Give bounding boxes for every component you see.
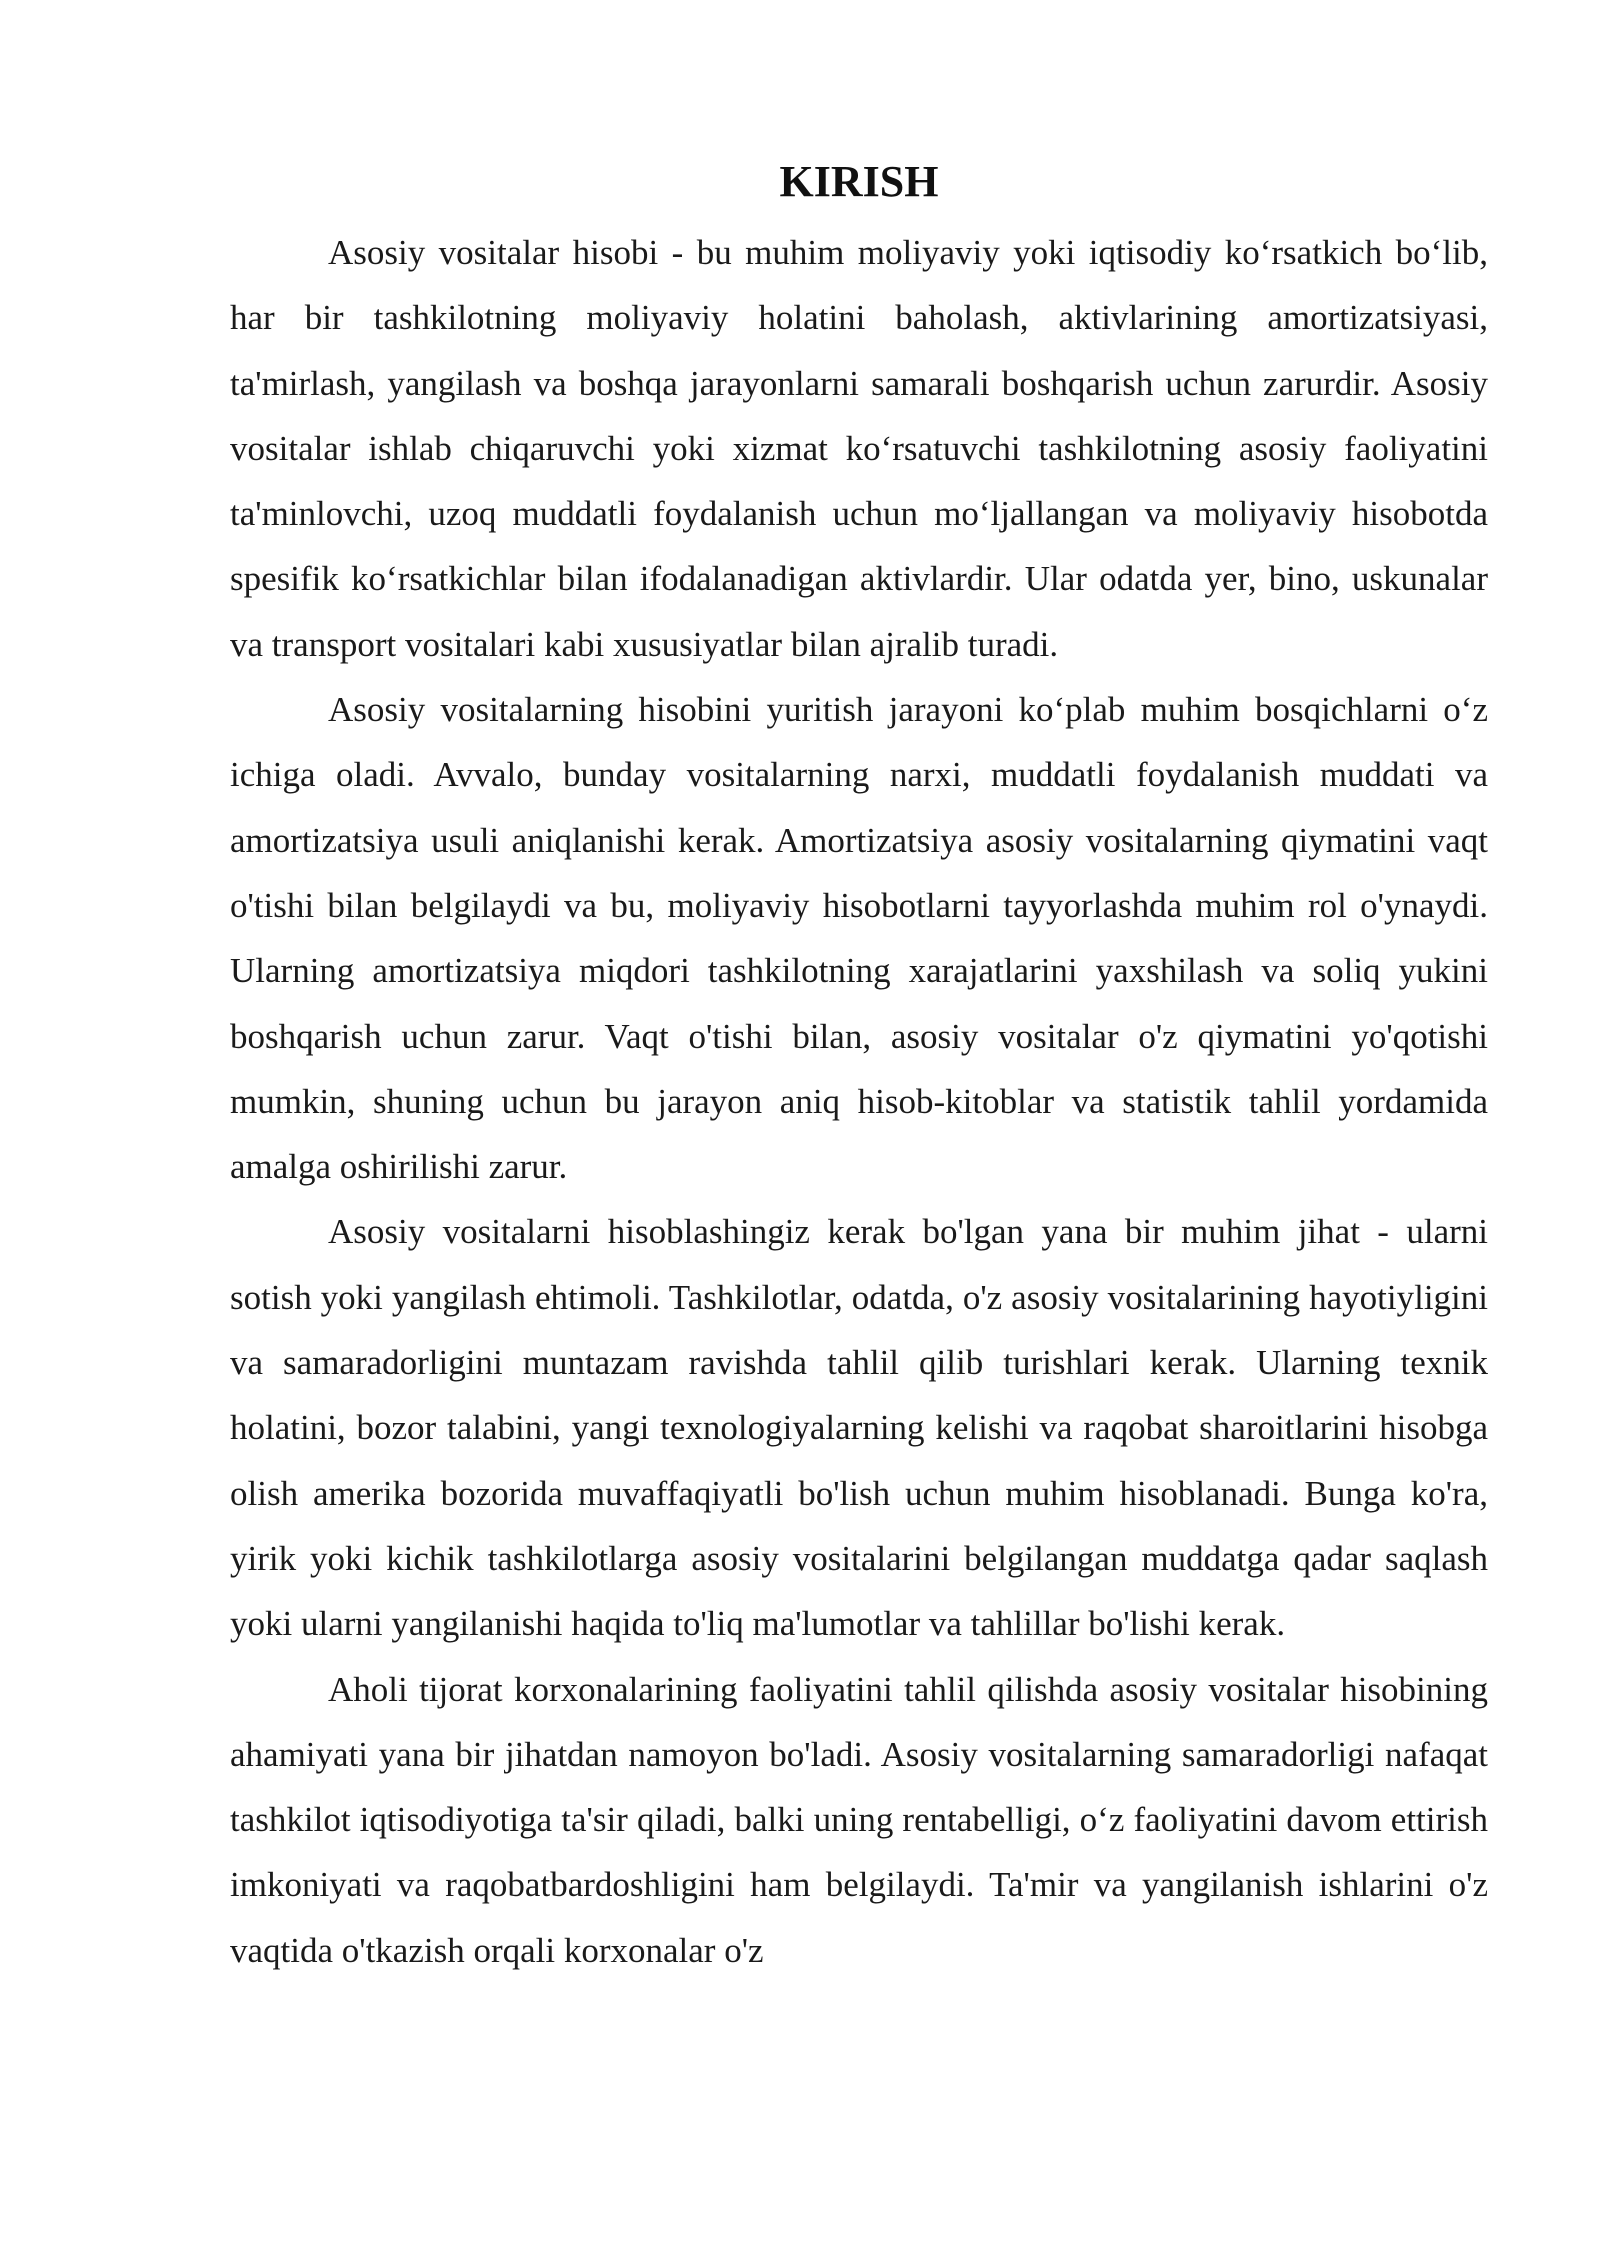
paragraph-1: Asosiy vositalar hisobi - bu muhim moliyaviy yoki iqtisodiy ko‘rsatkich bo‘lib, har bir tashkilotning moliyaviy holatini baholash, aktivlarining amortizatsiyasi, ta'mirlash, yangilash va boshqa jarayonlarni samarali boshqarish uchun zarurdir. Asosiy vositalar ishlab chiqaruvchi yoki xizmat ko‘rsatuvchi tashkilotning asosiy faoliyatini ta'minlovchi, uzoq muddatli foydalanish uchun mo‘ljallangan va moliyaviy hisobotda spesifik ko‘rsatkichlar bilan ifodalanadigan aktivlardir. Ular odatda yer, bino, uskunalar va transport vositalari kabi xususiyatlar bilan ajralib turadi. — [230, 233, 1488, 664]
page-title: KIRISH — [779, 157, 939, 206]
paragraph-2: Asosiy vositalarning hisobini yuritish jarayoni ko‘plab muhim bosqichlarni o‘z ichiga oladi. Avvalo, bunday vositalarning narxi, muddatli foydalanish muddati va amortizatsiya usuli aniqlanishi kerak. Amortizatsiya asosiy vositalarning qiymatini vaqt o'tishi bilan belgilaydi va bu, moliyaviy hisobotlarni tayyorlashda muhim rol o'ynaydi. Ularning amortizatsiya miqdori tashkilotning xarajatlarini yaxshilash va soliq yukini boshqarish uchun zarur. Vaqt o'tishi bilan, asosiy vositalar o'z qiymatini yo'qotishi mumkin, shuning uchun bu jarayon aniq hisob-kitoblar va statistik tahlil yordamida amalga oshirilishi zarur. — [230, 690, 1488, 1187]
paragraph-4: Aholi tijorat korxonalarining faoliyatini tahlil qilishda asosiy vositalar hisobining ahamiyati yana bir jihatdan namoyon bo'ladi. Asosiy vositalarning samaradorligi nafaqat tashkilot iqtisodiyotiga ta'sir qiladi, balki uning rentabelligi, o‘z faoliyatini davom ettirish imkoniyati va raqobatbardoshligini ham belgilaydi. Ta'mir va yangilanish ishlarini o'z vaqtida o'tkazish orqali korxonalar o'z — [230, 1669, 1488, 1970]
paragraph-3: Asosiy vositalarni hisoblashingiz kerak bo'lgan yana bir muhim jihat - ularni sotish yoki yangilash ehtimoli. Tashkilotlar, odatda, o'z asosiy vositalarining hayotiyligini va samaradorligini muntazam ravishda tahlil qilib turishlari kerak. Ularning texnik holatini, bozor talabini, yangi texnologiyalarning kelishi va raqobat sharoitlarini hisobga olish amerika bozorida muvaffaqiyatli bo'lish uchun muhim hisoblanadi. Bunga ko'ra, yirik yoki kichik tashkilotlarga asosiy vositalarini belgilangan muddatga qadar saqlash yoki ularni yangilanishi haqida to'liq ma'lumotlar va tahlillar bo'lishi kerak. — [230, 1212, 1488, 1644]
document-body — [230, 148, 1488, 1983]
